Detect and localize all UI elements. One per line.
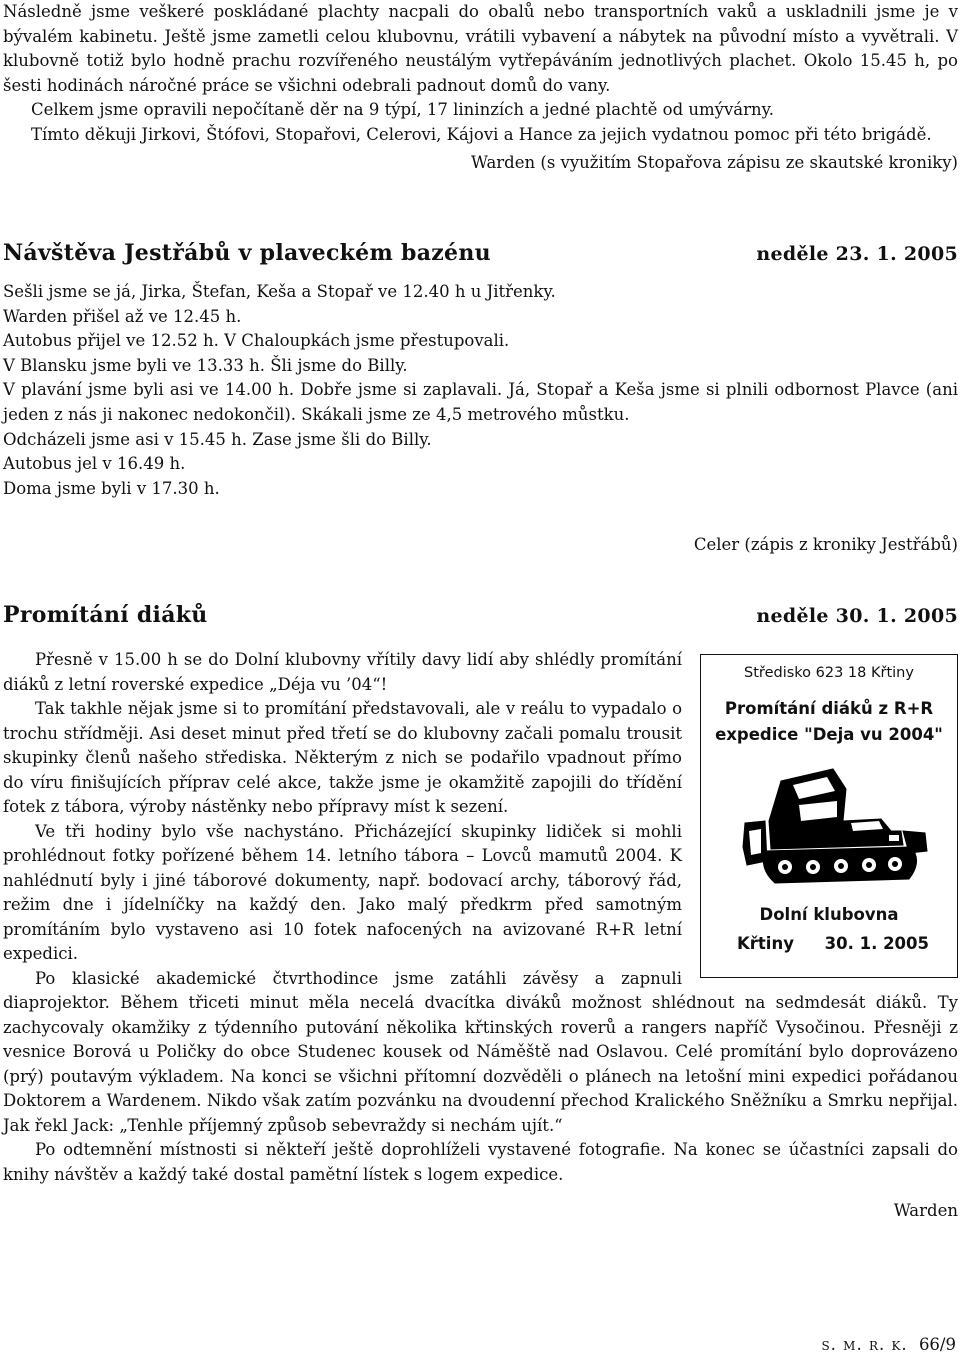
slides-signature: Warden xyxy=(893,1201,958,1220)
footer-page-number: 66/9 xyxy=(918,1335,956,1354)
section-slides-body xyxy=(3,648,958,1224)
poster-line-3: expedice "Deja vu 2004" xyxy=(715,725,943,744)
swim-line-5: V plavání jsme byli asi ve 14.00 h. Dobře jsme si zaplavali. Já, Stopař a Keša jsme si plnili odbornost Plavce (ani jeden z nás ji nakonec nedokončil). Skákali jsme ze 4,5 metrového můstku. xyxy=(3,380,958,424)
section-swimming xyxy=(3,240,958,558)
section-slides-date: neděle 30. 1. 2005 xyxy=(756,605,958,627)
intro-signature: Warden (s využitím Stopařova zápisu ze skautské kroniky) xyxy=(470,153,958,172)
poster-date: 30. 1. 2005 xyxy=(824,934,929,953)
tracked-vehicle-icon xyxy=(741,761,931,891)
intro-paragraph-1: Následně jsme veškeré poskládané plachty nacpali do obalů nebo transportních vaků a uskladnili jsme je v bývalém kabinetu. Ještě jsme zametli celou klubovnu, vrátili vybavení a nábytek na původní místo a vyvětrali. V klubovně totiž bylo hodně prachu rozvířeného neustálým vytřepáváním jednotlivých plachet. Okolo 15.45 h, po šesti hodinách náročné práce se všichni odebrali padnout domů do vany. xyxy=(3,2,958,95)
poster-line-5 xyxy=(737,934,929,953)
swim-line-4: V Blansku jsme byli ve 13.33 h. Šli jsme do Billy. xyxy=(3,355,408,375)
slides-paragraph-3: Ve tři hodiny bylo vše nachystáno. Přicházející skupinky lidiček si mohli prohlédnout fotky pořízené během 14. letního tábora – Lovců mamutů 2004. K nahlédnutí byly i jiné táborové dokumenty, např. bodovací archy, táborový řád, režim dne i jídelníčky na každý den. Jako malý předkrm před samotným promítáním bylo vystaveno asi 10 fotek nafocených na avizované R+R letní expedici. xyxy=(3,821,682,963)
poster-place: Křtiny xyxy=(737,934,794,953)
section-swimming-signature: Celer (zápis z kroniky Jestřábů) xyxy=(693,535,958,555)
section-slides-header xyxy=(3,602,958,628)
swim-line-3: Autobus přijel ve 12.52 h. V Chaloupkách jsme přestupovali. xyxy=(3,331,510,351)
swim-line-7: Autobus jel v 16.49 h. xyxy=(3,454,186,474)
section-slides-title: Promítání diáků xyxy=(3,602,208,628)
swim-line-2: Warden přišel až ve 12.45 h. xyxy=(3,306,242,326)
intro-section xyxy=(3,0,958,176)
poster-line-4: Dolní klubovna xyxy=(759,905,899,924)
slides-paragraph-1: Přesně v 15.00 h se do Dolní klubovny vřítily davy lidí aby shlédly promítání diáků z letní roverské expedice „Déja vu ’04“! xyxy=(3,650,682,694)
poster-line-2: Promítání diáků z R+R xyxy=(724,699,934,718)
section-swimming-body xyxy=(3,280,958,501)
section-swimming-date: neděle 23. 1. 2005 xyxy=(756,243,958,265)
swim-line-1: Sešli jsme se já, Jirka, Štefan, Keša a Stopař ve 12.40 h u Jitřenky. xyxy=(3,282,556,301)
intro-paragraph-2: Celkem jsme opravili nepočítaně děr na 9 týpí, 17 lininzích a jedné plachtě od umývárny. xyxy=(31,100,775,119)
intro-paragraph-3: Tímto děkuji Jirkovi, Štófovi, Stopařovi, Celerovi, Kájovi a Hance za jejich vydatnou pomoc při této brigádě. xyxy=(31,124,932,144)
poster-line-1: Středisko 623 18 Křtiny xyxy=(744,665,914,681)
section-slides xyxy=(3,602,958,1224)
slides-paragraph-4: Po klasické akademické čtvrthodince jsme zatáhli závěsy a zapnuli diaprojektor. Během třiceti minut měla necelá dvacítka diváků možnost shlédnout na sedmdesát diáků. Ty zachycovaly okamžiky z týdenního putování několika křtinských roverů a rangers napříč Vysočinou. Přesněji z vesnice Borová u Poličky do obce Studenec kousek od Náměště nad Oslavou. Celé promítání bylo doprovázeno (prý) poutavým výkladem. Na konci se všichni přítomní dozvěděli o plánech na letošní mini expedici pořádanou Doktorem a Wardenem. Nikdo však zatím pozvánku na dvoudenní přechod Kralického Sněžníku a Smrku nepřijal. Jak řekl Jack: „Tenhle příjemný způsob sebevraždy si nechám ujít.“ xyxy=(3,968,958,1135)
expedition-poster xyxy=(700,654,958,978)
slides-paragraph-2: Tak takhle nějak jsme si to promítání představovali, ale v reálu to vypadalo o trochu střídměji. Asi deset minut před třetí se do klubovny začali pomalu trousit skupinky členů našeho střediska. Některým z nich se podařilo vpadnout přímo do víru finišujících příprav celé akce, takže jsme je okamžitě zapojili do třídění fotek z tábora, výroby nástěnky nebo přípravy míst k sezení. xyxy=(3,699,682,816)
swim-line-8: Doma jsme byli v 17.30 h. xyxy=(3,478,220,498)
page-footer xyxy=(821,1335,956,1354)
section-swimming-title: Návštěva Jestřábů v plaveckém bazénu xyxy=(3,240,491,266)
slides-paragraph-5: Po odtemnění místnosti si někteří ještě doprohlíželi vystavené fotografie. Na konec se účastníci zapsali do knihy návštěv a každý také dostal pamětní lístek s logem expedice. xyxy=(3,1140,958,1184)
swim-line-6: Odcházeli jsme asi v 15.45 h. Zase jsme šli do Billy. xyxy=(3,429,432,449)
section-swimming-header xyxy=(3,240,958,266)
footer-journal: s. m. r. k. xyxy=(821,1335,908,1354)
